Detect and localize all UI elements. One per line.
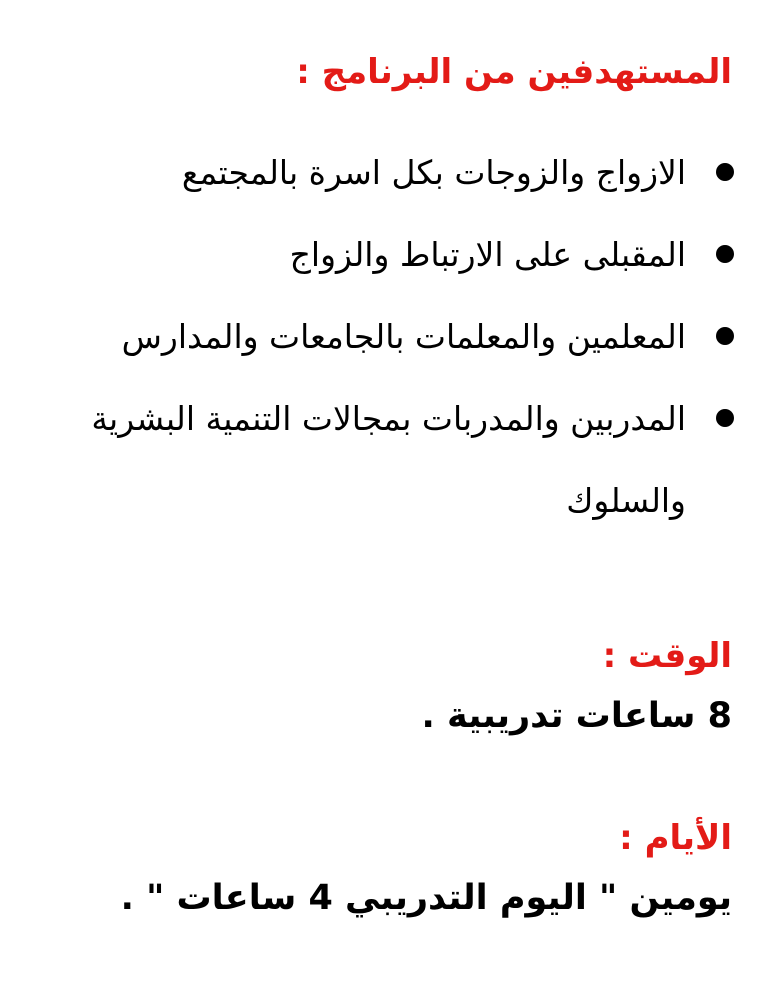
list-item-text: المدربين والمدربات بمجالات التنمية البشرية والسلوك [91,399,686,520]
bullet-icon [716,245,734,263]
list-item [44,378,734,542]
list-item [44,214,734,296]
bullet-icon [716,163,734,181]
bullet-icon [716,409,734,427]
list-item-text: الازواج والزوجات بكل اسرة بالمجتمع [181,153,686,192]
bullet-icon [716,327,734,345]
targets-heading: المستهدفين من البرنامج : [296,52,732,92]
list-item [44,132,734,214]
time-heading: الوقت : [602,636,732,676]
list-item-text: المعلمين والمعلمات بالجامعات والمدارس [121,317,686,356]
targets-list [44,132,734,542]
list-item [44,296,734,378]
days-heading: الأيام : [619,818,732,858]
list-item-text: المقبلى على الارتباط والزواج [289,235,686,274]
days-value: يومين " اليوم التدريبي 4 ساعات " . [120,878,732,918]
time-value: 8 ساعات تدريبية . [421,696,732,736]
